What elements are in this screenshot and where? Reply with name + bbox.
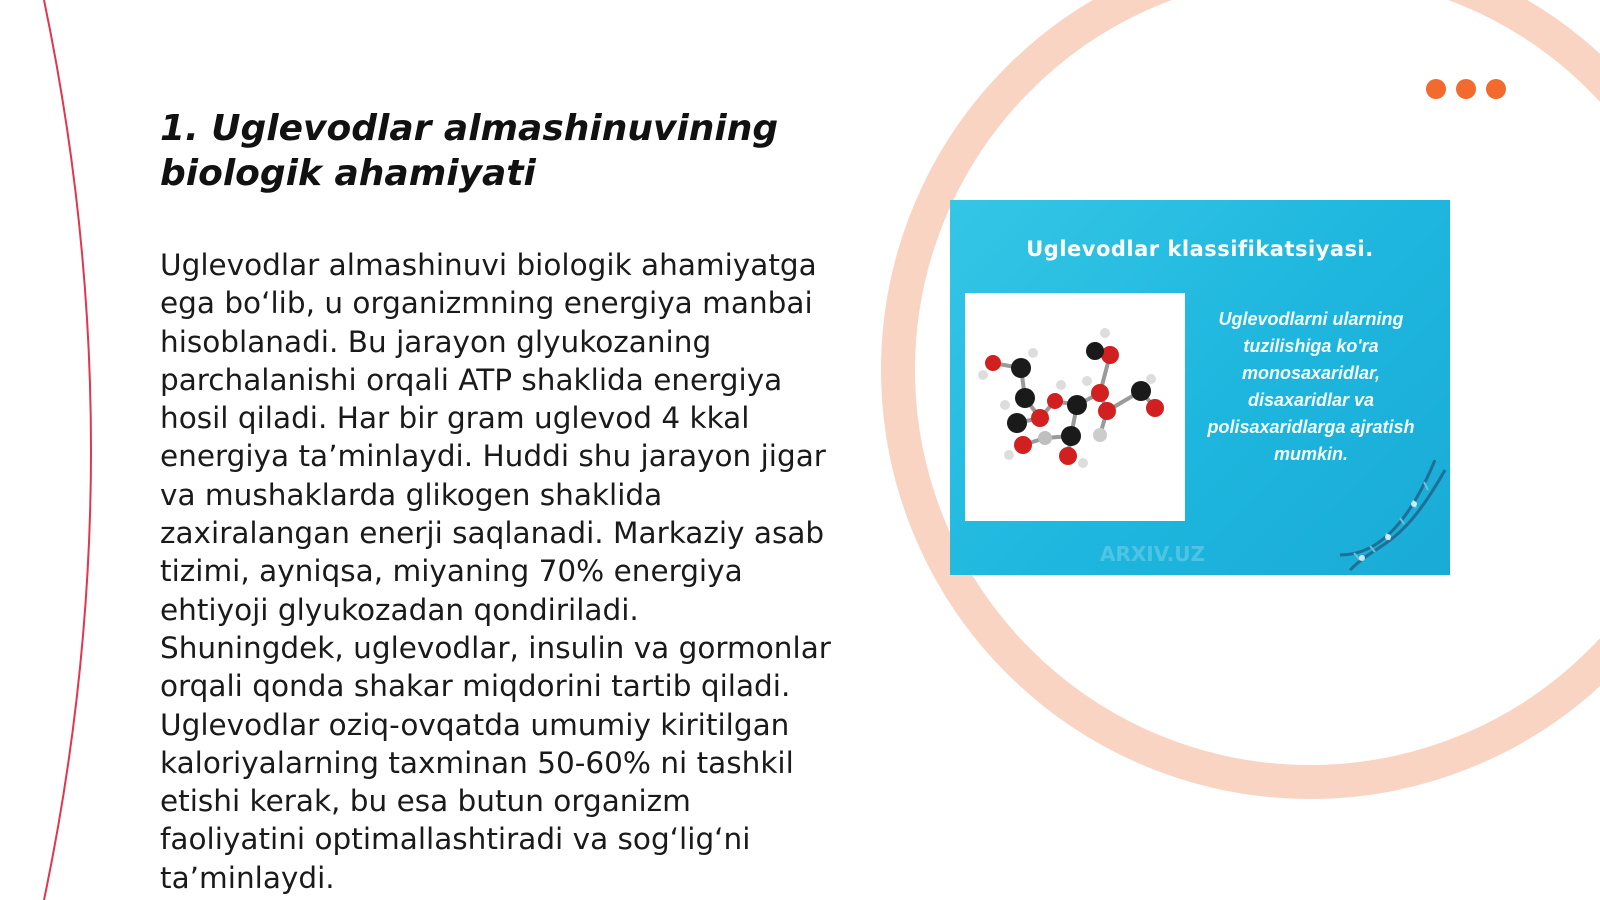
dot xyxy=(1456,79,1476,99)
menu-dots-icon xyxy=(1426,79,1506,99)
classification-picture xyxy=(950,200,1450,575)
dot xyxy=(1486,79,1506,99)
picture-heading: Uglevodlar klassifikatsiyasi. xyxy=(1026,237,1374,261)
slide-body-text: Uglevodlar almashinuvi biologik ahamiyatga ega bo‘lib, u organizmning energiya manbai hisoblanadi. Bu jarayon glyukozaning parchalanishi orqali ATP shaklida energiya hosil qiladi. Har bir gram uglevod 4 kkal energiya ta’minlaydi. Huddi shu jarayon jigar va mushaklarda glikogen shaklida zaxiralangan enerji saqlanadi. Markaziy asab tizimi, ayniqsa, miyaning 70% energiya ehtiyoji glyukozadan qondiriladi. Shuningdek, uglevodlar, insulin va gormonlar orqali qonda shakar miqdorini tartib qiladi. Uglevodlar oziq-ovqatda umumiy kiritilgan kaloriyalarning taxminan 50-60% ni tashkil etishi kerak, bu esa butun organizm faoliyatini optimallashtiradi va sog‘lig‘ni ta’minlaydi. xyxy=(160,248,831,895)
watermark: ARXIV.UZ xyxy=(1100,542,1205,566)
slide-title: 1. Uglevodlar almashinuvining biologik ahamiyati xyxy=(160,108,779,194)
molecule-image xyxy=(965,293,1185,521)
left-edge-line xyxy=(44,0,91,900)
dna-icon xyxy=(1340,460,1450,575)
molecule-icon xyxy=(965,293,1185,521)
picture-caption: Uglevodlarni ularning tuzilishiga ko'ra monosaxaridlar, disaxaridlar va polisaxaridlarga ajratish mumkin. xyxy=(1207,309,1415,464)
dot xyxy=(1426,79,1446,99)
